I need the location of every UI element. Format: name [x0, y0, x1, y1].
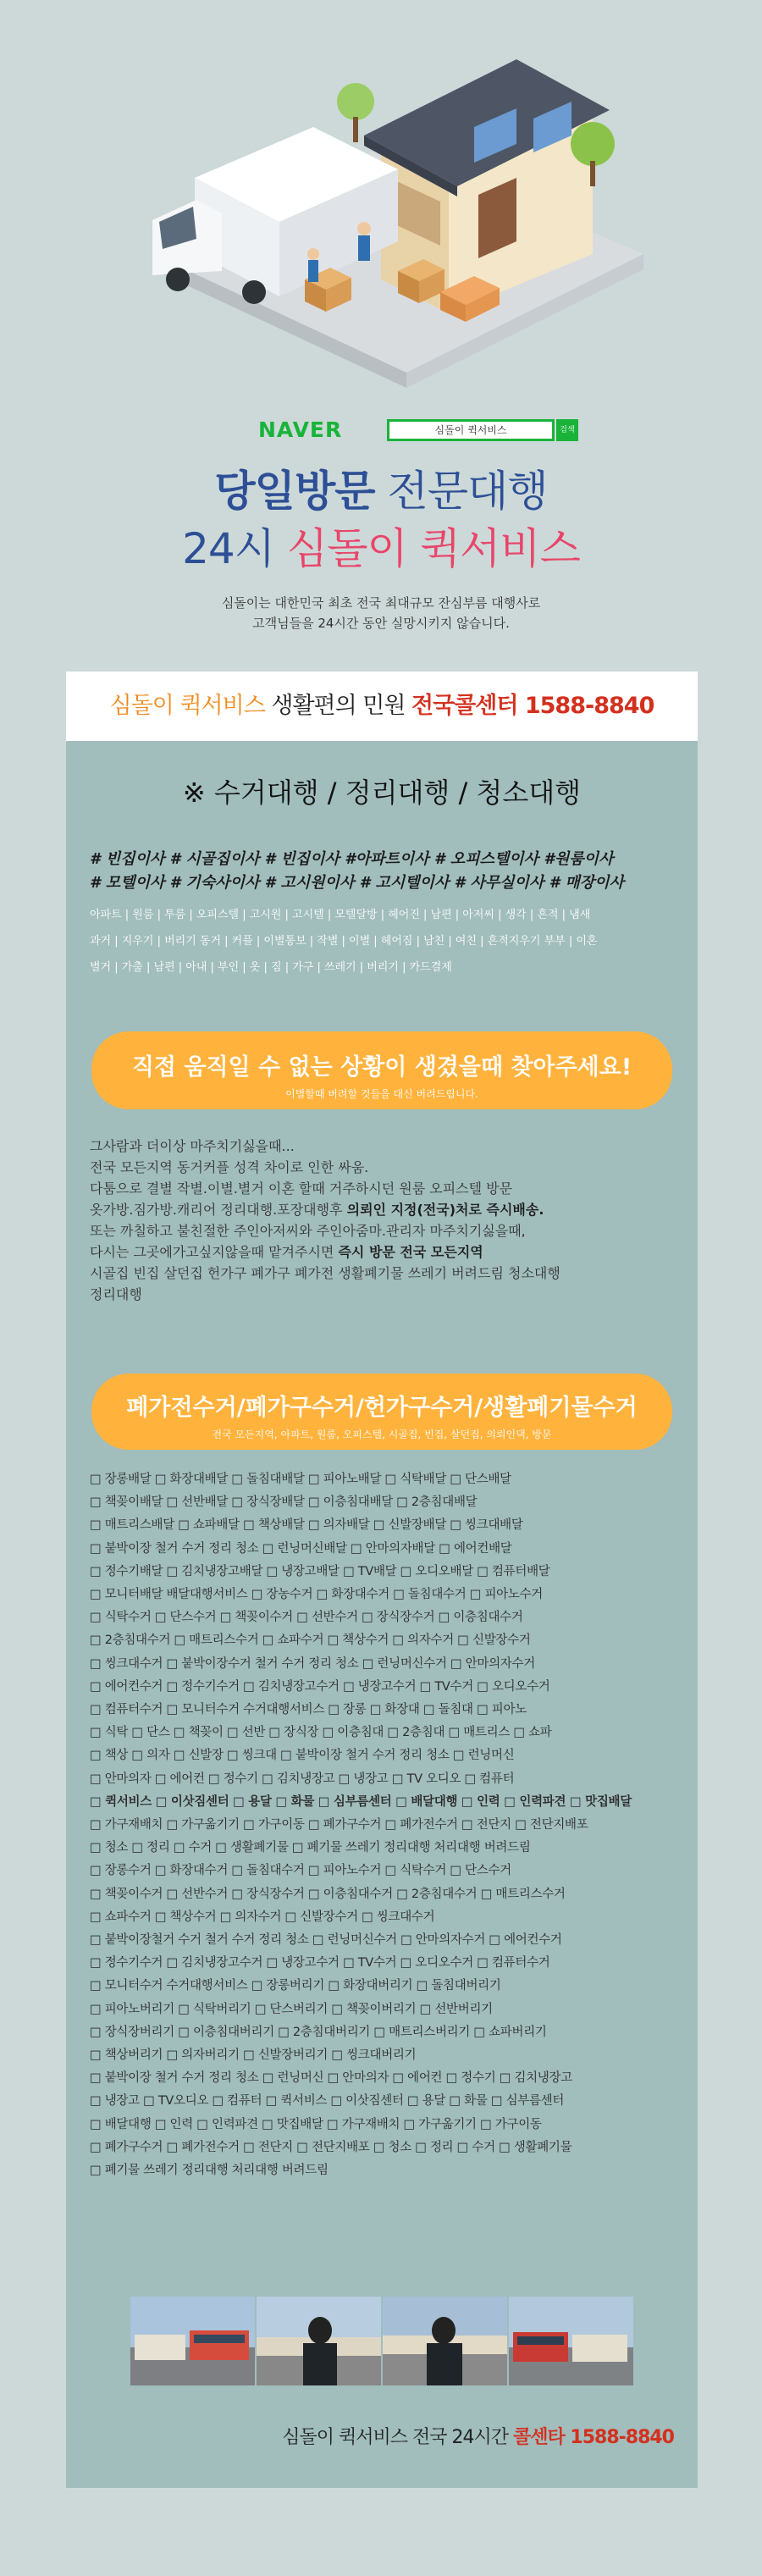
body-line: 시골집 빈집 살던집 헌가구 폐가구 폐가전 생활폐기물 쓰레기 버려드림 청소대행	[90, 1265, 560, 1281]
bus-photo	[509, 2297, 633, 2385]
checklist-line: □ 쇼파수거 □ 책상수거 □ 의자수거 □ 신발장수거 □ 씽크대수거	[90, 1910, 435, 1924]
checklist-line: □ 책상 □ 의자 □ 신발장 □ 씽크대 □ 붙박이장 철거 수거 정리 청소 □ 런닝머신	[90, 1749, 515, 1763]
checklist-line: □ 피아노버리기 □ 식탁버리기 □ 단스버리기 □ 책꽂이버리기 □ 선반버리기	[90, 2002, 493, 2016]
checklist-line: □ 가구재배치 □ 가구옮기기 □ 가구이동 □ 폐가구수거 □ 폐가전수거 □ 전단지 □ 전단지배포	[90, 1818, 588, 1832]
checklist-line: □ 폐가구수거 □ 폐가전수거 □ 전단지 □ 전단지배포 □ 청소 □ 정리 □ 수거 □ 생활폐기물	[90, 2140, 572, 2154]
call-center-phone[interactable]: 전국콜센터 1588-8840	[411, 693, 654, 719]
hashtag-line: # 빈집이사 # 시골집이사 # 빈집이사 #아파트이사 # 오피스텔이사 #원룸이사	[90, 850, 614, 868]
photo-strip	[130, 2297, 634, 2385]
checklist-line: □ 식탁 □ 단스 □ 책꽂이 □ 선반 □ 장식장 □ 이층침대 □ 2층침대 □ 매트리스 □ 쇼파	[90, 1726, 552, 1740]
content-panel	[66, 672, 698, 2488]
body-line	[90, 1199, 682, 1220]
checklist-line: □ 컴퓨터수거 □ 모니터수거 수거대행서비스 □ 장롱 □ 화장대 □ 돌침대 □ 피아노	[90, 1703, 527, 1717]
hashtag-line: # 모텔이사 # 기숙사이사 # 고시원이사 # 고시텔이사 # 사무실이사 # 매장이사	[90, 874, 624, 892]
checklist-line: □ 배달대행 □ 인력 □ 인력파견 □ 맛집배달 □ 가구재배치 □ 가구옮기기 □ 가구이동	[90, 2117, 542, 2131]
callout-title: 폐가전수거/폐가구수거/헌가구수거/생활폐기물수거	[126, 1395, 638, 1421]
checklist-line: □ 퀵서비스 □ 이삿짐센터 □ 용달 □ 화물 □ 심부름센터 □ 배달대행 □ 인력 □ 인력파견 □ 맛집배달	[90, 1794, 632, 1809]
callout-subtitle: 전국 모든지역, 아파트, 원룸, 오피스텔, 시골집, 빈집, 살던집, 의뢰인댁, 방문	[212, 1429, 552, 1440]
keyword-line: 아파트 | 원룸 | 투룸 | 오피스텔 | 고시원 | 고시텔 | 모텔달방 | 헤어진 | 남편 | 아저씨 | 생각 | 흔적 | 냄새	[90, 909, 591, 921]
callout-title: 직접 움직일 수 없는 상황이 생겼을때 찾아주세요!	[131, 1054, 632, 1081]
callout-bubble-1	[91, 1031, 672, 1109]
person-photo	[383, 2297, 507, 2385]
checklist-line: □ 씽크대수거 □ 붙박이장수거 철거 수거 정리 청소 □ 런닝머신수거 □ 안마의자수거	[90, 1656, 535, 1671]
headline-line1	[0, 457, 762, 518]
checklist-line: □ 정수기배달 □ 김치냉장고배달 □ 냉장고배달 □ TV배달 □ 오디오배달 □ 컴퓨터배달	[90, 1564, 550, 1578]
moving-illustration	[0, 0, 762, 398]
brand-name: 심돌이 퀵서비스	[282, 2427, 407, 2448]
body-line: 그사람과 더이상 마주치기싫을때...	[90, 1138, 295, 1154]
callout-bubble-2	[91, 1374, 672, 1450]
brand-name: 심돌이 퀵서비스	[109, 693, 265, 719]
checklist-line: □ 모니터수거 수거대행서비스 □ 장롱버리기 □ 화장대버리기 □ 돌침대버리기	[90, 1979, 501, 1993]
body-line: 전국 모든지역 동거커플 성격 차이로 인한 싸움.	[90, 1159, 369, 1175]
body-line: 정리대행	[90, 1286, 142, 1302]
headline-bold: 당일방문	[214, 467, 375, 516]
checklist-line: □ 정수기수거 □ 김치냉장고수거 □ 냉장고수거 □ TV수거 □ 오디오수거 □ 컴퓨터수거	[90, 1956, 550, 1971]
footer-contact	[90, 2423, 674, 2449]
footer-mid-text: 전국 24시간	[407, 2427, 513, 2448]
checklist-line: □ 붙박이장 철거 수거 정리 청소 □ 런닝머신 □ 안마의자 □ 에어컨 □ 정수기 □ 김치냉장고	[90, 2071, 572, 2086]
body-emphasis: 즉시 방문 전국 모든지역	[338, 1244, 483, 1260]
body-text: 옷가방.짐가방.캐리어 정리대행.포장대행후	[90, 1202, 347, 1218]
checklist-line: □ 2층침대수거 □ 매트리스수거 □ 쇼파수거 □ 책상수거 □ 의자수거 □ 신발장수거	[90, 1633, 531, 1648]
callout-subtitle: 이별할때 버려할 것들을 대신 버려드립니다.	[285, 1088, 478, 1100]
keyword-line: 별거 | 가출 | 남편 | 아내 | 부인 | 옷 | 짐 | 가구 | 쓰레기 | 버리기 | 카드결제	[90, 961, 452, 974]
checklist-line: □ 매트리스배달 □ 쇼파배달 □ 책상배달 □ 의자배달 □ 신발장배달 □ 씽크대배달	[90, 1518, 523, 1533]
checklist-line: □ 책상버리기 □ 의자버리기 □ 신발장버리기 □ 씽크대버리기	[90, 2048, 417, 2063]
naver-logo: NAVER	[258, 417, 343, 442]
person-photo	[257, 2297, 381, 2385]
panel-header	[66, 672, 698, 741]
naver-search-bar	[258, 417, 575, 443]
checklist-line: □ 장롱배달 □ 화장대배달 □ 돌침대배달 □ 피아노배달 □ 식탁배달 □ 단스배달	[90, 1473, 511, 1486]
search-input[interactable]: 심돌이 퀵서비스	[387, 419, 555, 441]
keyword-line: 과거 | 지우기 | 버리기 동거 | 커플 | 이별통보 | 작별 | 이별 | 헤어짐 | 남친 | 여친 | 흔적지우기 부부 | 이혼	[90, 935, 598, 948]
checklist-line: □ 책꽂이배달 □ 선반배달 □ 장식장배달 □ 이층침대배달 □ 2층침대배달	[90, 1495, 478, 1510]
headline-light: 전문대행	[374, 467, 548, 516]
checklist-line: □ 붙박이장 철거 수거 정리 청소 □ 런닝머신배달 □ 안마의자배달 □ 에어컨배달	[90, 1541, 512, 1556]
hashtag-list	[90, 848, 682, 895]
section-title: ※ 수거대행 / 정리대행 / 청소대행	[182, 777, 582, 809]
checklist-line: □ 안마의자 □ 에어컨 □ 정수기 □ 김치냉장고 □ 냉장고 □ TV 오디오 □ 컴퓨터	[90, 1772, 515, 1786]
checklist-line: □ 식탁수거 □ 단스수거 □ 책꽂이수거 □ 선반수거 □ 장식장수거 □ 이층침대수거	[90, 1611, 523, 1625]
checklist-line: □ 청소 □ 정리 □ 수거 □ 생활폐기물 □ 폐기물 쓰레기 정리대행 처리대행 버려드림	[90, 1841, 531, 1855]
intro-text	[0, 593, 762, 633]
checklist-line: □ 장롱수거 □ 화장대수거 □ 돌침대수거 □ 피아노수거 □ 식탁수거 □ 단스수거	[90, 1864, 511, 1878]
body-line: 또는 까칠하고 불친절한 주인아저씨와 주인아줌마.관리자 마주치기싫을때,	[90, 1223, 526, 1239]
service-checklist	[90, 1468, 684, 2182]
checklist-line: □ 에어컨수거 □ 정수기수거 □ 김치냉장고수거 □ 냉장고수거 □ TV수거 □ 오디오수거	[90, 1679, 550, 1694]
checklist-line: □ 붙박이장철거 수거 철거 수거 정리 청소 □ 런닝머신수거 □ 안마의자수거 □ 에어컨수거	[90, 1933, 562, 1948]
bus-photo	[130, 2297, 255, 2385]
checklist-line: □ 폐기물 쓰레기 정리대행 처리대행 버려드림	[90, 2164, 329, 2178]
intro-line: 심돌이는 대한민국 최초 전국 최대규모 잔심부름 대행사로	[221, 595, 541, 611]
checklist-line: □ 장식장버리기 □ 이층침대버리기 □ 2층침대버리기 □ 매트리스버리기 □ 쇼파버리기	[90, 2025, 547, 2039]
headline-line2	[0, 515, 762, 576]
headline-24h: 24시	[182, 524, 275, 573]
intro-line: 고객님들을 24시간 동안 실망시키지 않습니다.	[252, 616, 510, 631]
body-paragraph	[90, 1136, 682, 1305]
header-mid-text: 생활편의 민원	[264, 693, 412, 719]
search-button[interactable]: 검색	[556, 419, 578, 441]
checklist-line: □ 모니터배달 배달대행서비스 □ 장농수거 □ 화장대수거 □ 돌침대수거 □ 피아노수거	[90, 1588, 544, 1602]
checklist-line: □ 냉장고 □ TV오디오 □ 컴퓨터 □ 퀵서비스 □ 이삿짐센터 □ 용달 □ 화물 □ 심부름센터	[90, 2094, 565, 2109]
headline-brand: 심돌이 퀵서비스	[274, 524, 580, 573]
body-line: 다툼으로 결별 작별.이별.별거 이혼 할때 거주하시던 원룸 오피스텔 방문	[90, 1180, 513, 1197]
body-line	[90, 1241, 682, 1263]
body-emphasis: 의뢰인 지정(전국)처로 즉시배송.	[346, 1202, 544, 1218]
body-text: 다시는 그곳에가고싶지않을때 맡겨주시면	[90, 1244, 339, 1260]
call-center-phone[interactable]: 콜센타 1588-8840	[512, 2427, 674, 2448]
keyword-list	[90, 902, 682, 981]
checklist-line: □ 책꽂이수거 □ 선반수거 □ 장식장수거 □ 이층침대수거 □ 2층침대수거 □ 매트리스수거	[90, 1887, 566, 1901]
